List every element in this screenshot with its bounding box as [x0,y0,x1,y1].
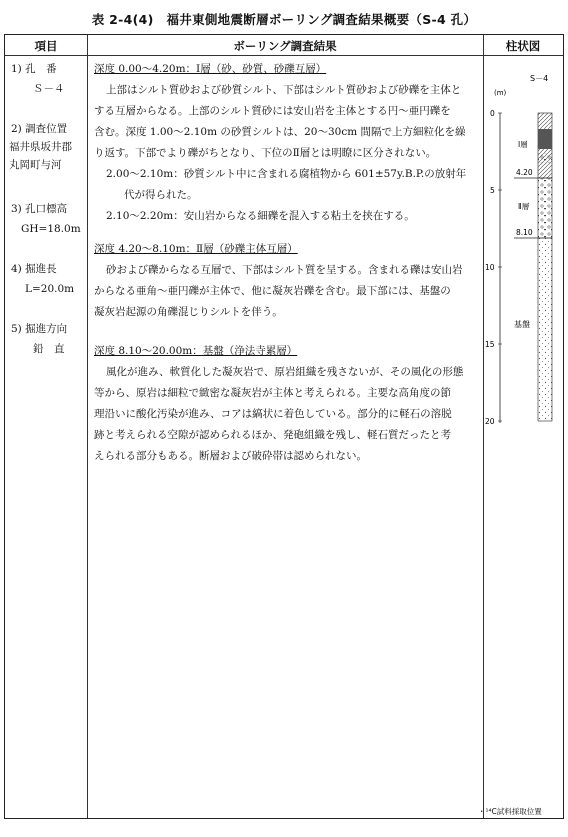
section-line: 代が得られた。 [124,189,198,201]
section-line: えられる部分もある。断層および破砕帯は認められない。 [94,450,367,462]
location-label: 2) 調査位置 [11,123,68,135]
depth-tick-5: 5 [490,186,495,195]
section-line: 砂および礫からなる互層で、下部はシルト質を呈する。含まれる礫は安山岩 [106,264,463,276]
location-line2: 丸岡町与河 [9,159,62,171]
section-line: 凝灰岩起源の角礫混じりシルトを伴う。 [94,306,283,318]
section-line: 含む。深度 1.00～2.10m の砂質シルトは、20～30cm 間隔で上方細粒化を繰 [94,126,466,138]
section-line: 2.10～2.20m：安山岩からなる細礫を混入する粘土を挟在する。 [106,210,415,222]
depth-tick-10: 10 [485,263,495,272]
section-heading: 深度 0.00～4.20m：Ⅰ層（砂、砂質、砂礫互層） [94,63,327,75]
section-heading: 深度 4.20～8.10m：Ⅱ層（砂礫主体互層） [94,243,298,255]
header-column: 柱状図 [505,39,541,53]
boundary-4.20: 4.20 [516,168,533,177]
section-line: 上部はシルト質砂および砂質シルト、下部はシルト質砂および砂礫を主体と [106,84,462,96]
depth-tick-20: 20 [485,417,495,426]
layer-label-2: Ⅱ層 [518,202,530,211]
hole-value: Ｓ－４ [33,83,65,95]
section-line: 理沿いに酸化汚染が進み、コアは縞状に着色している。部分的に軽石の溶脱 [94,408,452,420]
borehole-column-log [484,57,562,427]
section-line: り返す。下部でより礫がちとなり、下位のⅡ層とは明瞭に区分されない。 [94,147,437,159]
hole-label: 1) 孔 番 [11,63,57,75]
layer-label-basement: 基盤 [514,320,530,329]
column-divider-1 [87,35,88,818]
length-value: L=20.0m [25,283,75,295]
section-line: 2.00～2.10m：砂質シルト中に含まれる腐植物から 601±57y.B.P.の放射年 [106,168,467,180]
footnote: ・¹⁴C試料採取位置 [478,807,542,816]
section-heading: 深度 8.10～20.00m：基盤（浄法寺累層） [94,345,298,357]
table-frame [4,34,564,819]
elevation-label: 3) 孔口標高 [11,203,68,215]
section-line: 等から、原岩は細粒で緻密な凝灰岩が主体と考えられる。主要な高角度の節 [94,387,451,399]
section-line: 跡と考えられる空隙が認められるほか、発砲組織を残し、軽石質だったと考 [94,429,451,441]
section-layer1 [94,59,486,227]
boundary-8.10: 8.10 [516,228,533,237]
location-line1: 福井県坂井郡 [9,141,72,153]
column-unit: (m) [494,89,507,97]
document-title: 表 2-4(4) 福井東側地震断層ボーリング調査結果概要（S-4 孔） [91,12,477,27]
direction-value: 鉛 直 [33,343,65,355]
length-label: 4) 掘進長 [11,263,57,275]
layer-label-1: Ⅰ層 [518,140,528,149]
section-basement [94,341,486,467]
column-hole-label: S－4 [530,74,549,83]
header-item: 項目 [34,39,58,53]
direction-label: 5) 掘進方向 [11,323,68,335]
section-line: する互層からなる。上部のシルト質砂には安山岩を主体とする円～亜円礫を [94,105,451,117]
header-result: ボーリング調査結果 [233,39,337,53]
section-layer2 [94,239,486,323]
section-line: 風化が進み、軟質化した凝灰岩で、原岩組織を残さないが、その風化の形態 [106,366,464,378]
section-line: からなる亜角～亜円礫が主体で、他に凝灰岩礫を含む。最下部には、基盤の [94,285,451,297]
depth-tick-0: 0 [490,109,495,118]
elevation-value: GH=18.0m [21,223,81,235]
header-divider [5,55,563,56]
depth-tick-15: 15 [485,340,495,349]
